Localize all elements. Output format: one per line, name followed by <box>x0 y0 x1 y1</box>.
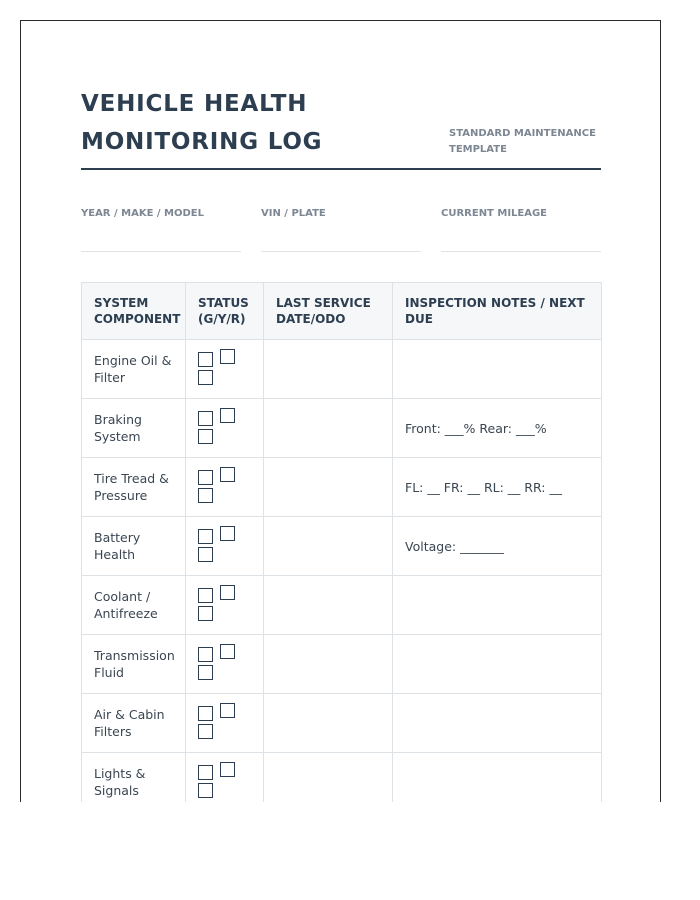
notes-cell[interactable]: FL: __ FR: __ RL: __ RR: __ <box>393 458 602 517</box>
status-checkbox[interactable] <box>198 529 213 544</box>
notes-cell[interactable] <box>393 340 602 399</box>
status-cell <box>186 753 264 803</box>
table-row <box>82 340 602 399</box>
title-divider <box>81 168 601 170</box>
header-status: STATUS (G/Y/R) <box>186 283 264 340</box>
last-service-cell[interactable] <box>264 458 393 517</box>
status-cell <box>186 635 264 694</box>
component-cell: Battery Health <box>82 517 186 576</box>
status-checkbox[interactable] <box>220 349 235 364</box>
notes-cell[interactable] <box>393 635 602 694</box>
component-cell: Air & Cabin Filters <box>82 694 186 753</box>
table-row <box>82 458 602 517</box>
status-checkboxes <box>198 762 248 802</box>
status-checkbox[interactable] <box>220 408 235 423</box>
status-cell <box>186 517 264 576</box>
status-checkbox[interactable] <box>198 470 213 485</box>
status-checkbox[interactable] <box>198 588 213 603</box>
status-checkboxes <box>198 644 248 684</box>
status-checkboxes <box>198 467 248 507</box>
notes-cell[interactable] <box>393 576 602 635</box>
document-title <box>81 85 381 161</box>
component-cell: Coolant / Antifreeze <box>82 576 186 635</box>
status-checkbox[interactable] <box>220 467 235 482</box>
status-checkbox[interactable] <box>198 411 213 426</box>
vin-plate-field[interactable] <box>261 251 421 252</box>
last-service-cell[interactable] <box>264 340 393 399</box>
notes-cell[interactable] <box>393 753 602 803</box>
vin-plate-label: VIN / PLATE <box>261 208 326 219</box>
status-checkbox[interactable] <box>198 724 213 739</box>
status-checkbox[interactable] <box>198 765 213 780</box>
status-checkbox[interactable] <box>220 703 235 718</box>
status-checkboxes <box>198 408 248 448</box>
subtitle-line-2: TEMPLATE <box>449 144 507 155</box>
current-mileage-field[interactable] <box>441 251 601 252</box>
status-checkbox[interactable] <box>198 429 213 444</box>
status-cell <box>186 340 264 399</box>
notes-cell[interactable] <box>393 694 602 753</box>
status-checkbox[interactable] <box>198 606 213 621</box>
table-row <box>82 635 602 694</box>
status-checkbox[interactable] <box>220 762 235 777</box>
title-line-2: MONITORING LOG <box>81 129 323 155</box>
status-checkboxes <box>198 526 248 566</box>
status-checkbox[interactable] <box>198 370 213 385</box>
document-page <box>20 20 661 802</box>
year-make-model-field[interactable] <box>81 251 241 252</box>
notes-cell[interactable]: Front: ___% Rear: ___% <box>393 399 602 458</box>
component-cell: Tire Tread & Pressure <box>82 458 186 517</box>
year-make-model-label: YEAR / MAKE / MODEL <box>81 208 204 219</box>
table-row <box>82 517 602 576</box>
last-service-cell[interactable] <box>264 576 393 635</box>
status-cell <box>186 399 264 458</box>
last-service-cell[interactable] <box>264 753 393 803</box>
table-row <box>82 753 602 803</box>
status-checkboxes <box>198 585 248 625</box>
status-checkbox[interactable] <box>198 706 213 721</box>
status-checkbox[interactable] <box>220 585 235 600</box>
component-cell: Engine Oil & Filter <box>82 340 186 399</box>
status-checkboxes <box>198 703 248 743</box>
status-checkbox[interactable] <box>198 665 213 680</box>
document-subtitle <box>449 126 609 158</box>
last-service-cell[interactable] <box>264 399 393 458</box>
maintenance-table <box>81 282 602 802</box>
table-row <box>82 694 602 753</box>
table-header-row <box>82 283 602 340</box>
status-checkbox[interactable] <box>198 783 213 798</box>
header-last-service: LAST SERVICE DATE/ODO <box>264 283 393 340</box>
status-checkbox[interactable] <box>198 547 213 562</box>
component-cell: Lights & Signals <box>82 753 186 803</box>
current-mileage-label: CURRENT MILEAGE <box>441 208 548 219</box>
table-row <box>82 576 602 635</box>
notes-cell[interactable]: Voltage: _______ <box>393 517 602 576</box>
status-checkbox[interactable] <box>198 352 213 367</box>
table-row <box>82 399 602 458</box>
component-cell: Transmission Fluid <box>82 635 186 694</box>
title-line-1: VEHICLE HEALTH <box>81 91 308 117</box>
last-service-cell[interactable] <box>264 694 393 753</box>
header-inspection-notes: INSPECTION NOTES / NEXT DUE <box>393 283 602 340</box>
subtitle-line-1: STANDARD MAINTENANCE <box>449 128 596 139</box>
status-cell <box>186 458 264 517</box>
status-checkbox[interactable] <box>198 647 213 662</box>
status-checkbox[interactable] <box>220 526 235 541</box>
status-checkbox[interactable] <box>198 488 213 503</box>
last-service-cell[interactable] <box>264 635 393 694</box>
status-cell <box>186 694 264 753</box>
status-cell <box>186 576 264 635</box>
header-system-component: SYSTEM COMPONENT <box>82 283 186 340</box>
last-service-cell[interactable] <box>264 517 393 576</box>
status-checkbox[interactable] <box>220 644 235 659</box>
status-checkboxes <box>198 349 248 389</box>
component-cell: Braking System <box>82 399 186 458</box>
